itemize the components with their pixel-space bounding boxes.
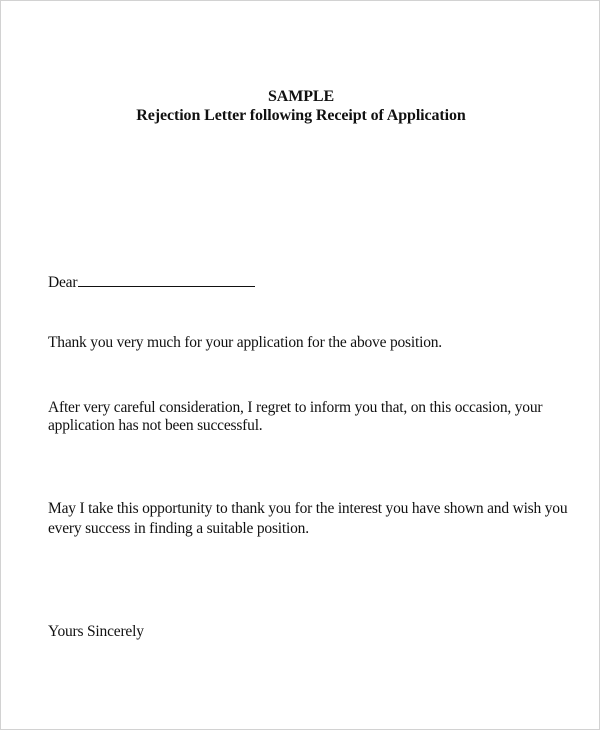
paragraph-decision-line-2: application has not been successful. — [48, 417, 263, 434]
sample-heading: SAMPLE — [267, 88, 335, 105]
letter-title: Rejection Letter following Receipt of Application — [136, 107, 466, 124]
paragraph-wishes-line-2: every success in finding a suitable position. — [48, 520, 309, 537]
closing-text: Yours Sincerely — [48, 623, 144, 640]
salutation-text: Dear — [48, 274, 78, 291]
paragraph-decision-line-1: After very careful consideration, I regret to inform you that, on this occasion, your — [48, 399, 543, 416]
salutation — [48, 271, 588, 293]
paragraph-wishes-line-1: May I take this opportunity to thank you for the interest you have shown and wish you — [48, 500, 568, 517]
recipient-name-blank — [78, 271, 255, 287]
paragraph-thanks: Thank you very much for your application for the above position. — [48, 334, 442, 351]
